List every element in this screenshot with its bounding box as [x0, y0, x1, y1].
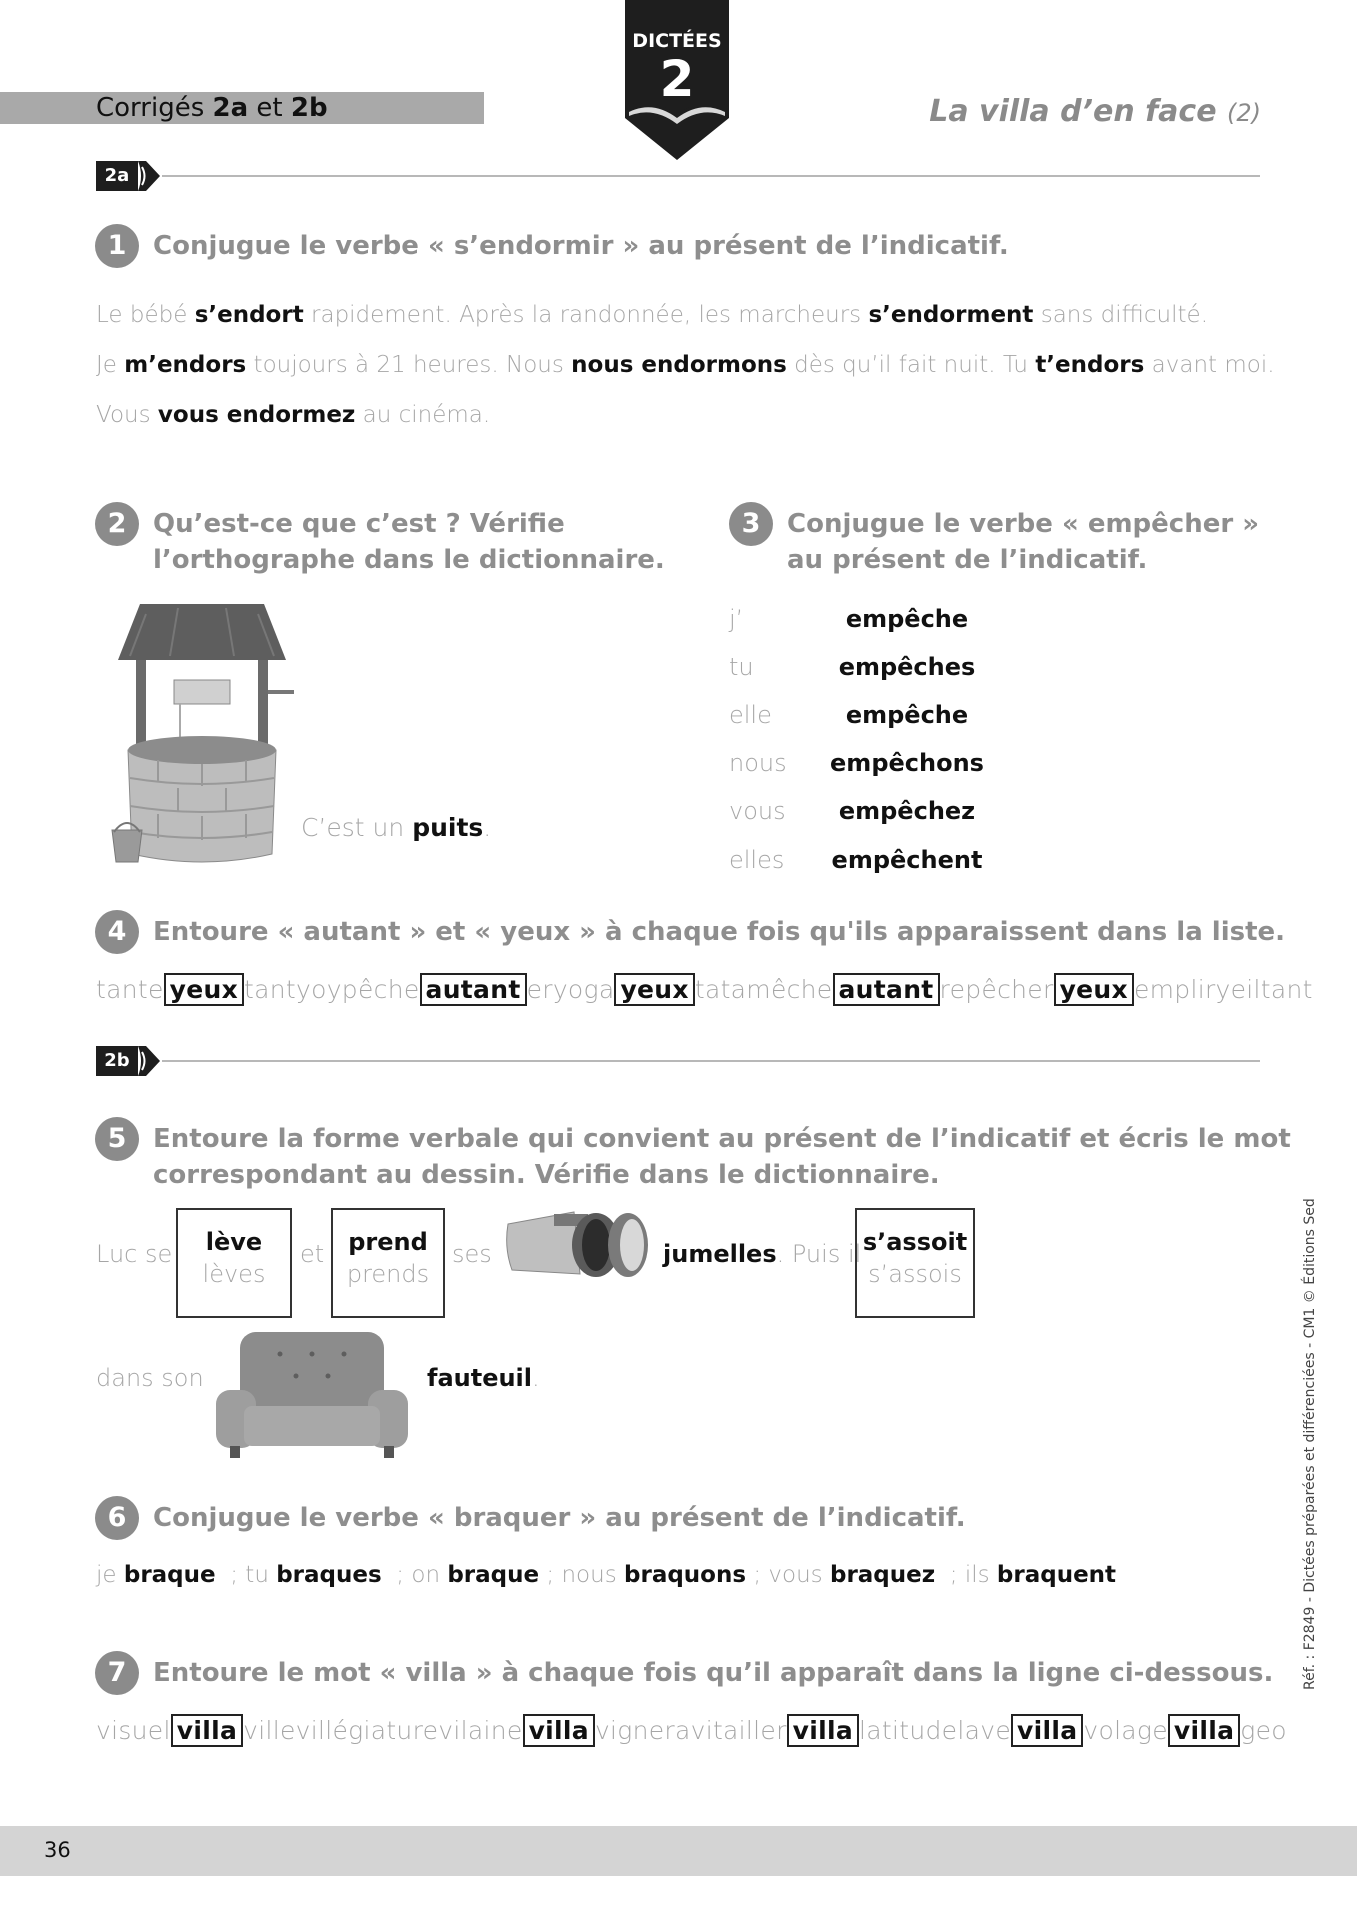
answer-word: s’endort: [194, 302, 304, 328]
plain-text: Vous: [96, 402, 158, 428]
question-number-4: 4: [95, 910, 139, 954]
question-6-text: Conjugue le verbe « braquer » au présent de l’indicatif.: [153, 1503, 966, 1533]
plain-text: je: [96, 1562, 124, 1588]
q5-word-dans-son: dans son: [96, 1364, 204, 1392]
q5-answer-jumelles: jumelles. Puis il: [663, 1240, 862, 1268]
tab-number: 2: [659, 50, 695, 108]
q5-word-luc-se: Luc se: [96, 1240, 173, 1268]
plain-text: tatamêche: [694, 975, 833, 1004]
verb-choice-box-1: lève lèves: [176, 1208, 292, 1318]
conjugation-pronoun: elles: [729, 846, 785, 874]
plain-text: tantyoypêche: [244, 975, 420, 1004]
tab-label: DICTÉES: [632, 30, 722, 52]
side-reference-text: Réf. : F2849 - Dictées préparées et différenciées - CM1 © Éditions Sed: [1302, 1198, 1318, 1690]
circled-word: villa: [1168, 1714, 1240, 1747]
circled-word: yeux: [1054, 973, 1134, 1006]
plain-text: ; tu: [215, 1562, 277, 1588]
armchair-illustration: [214, 1328, 410, 1460]
question-number-2: 2: [95, 502, 139, 546]
plain-text: ; on: [381, 1562, 448, 1588]
circled-word: villa: [171, 1714, 243, 1747]
circled-word: villa: [787, 1714, 859, 1747]
conjugation-verb: empêche: [845, 605, 969, 633]
question-4-text: Entoure « autant » et « yeux » à chaque fois qu'ils apparaissent dans la liste.: [153, 917, 1286, 947]
question-number-3: 3: [729, 502, 773, 546]
well-illustration: [108, 600, 300, 864]
question-2-text: Qu’est-ce que c’est ? Vérifie l’orthographe dans le dictionnaire.: [153, 509, 665, 575]
verb-choice-box-3: s’assoit s’assois: [855, 1208, 975, 1318]
pencil-tip-icon: [138, 161, 162, 191]
plain-text: geo: [1240, 1716, 1287, 1745]
plain-text: ; ils: [935, 1562, 997, 1588]
plain-text: Le bébé: [96, 302, 195, 328]
header-left-title: Corrigés 2a et 2b: [96, 93, 328, 123]
verb-choice-box-2: prend prends: [331, 1208, 445, 1318]
answer-word: t’endors: [1035, 352, 1145, 378]
plain-text: eryoga: [526, 975, 615, 1004]
plain-text: sans difficulté.: [1033, 302, 1208, 328]
plain-text: Je: [96, 352, 125, 378]
q6-answer-line: [96, 1562, 1116, 1588]
answer-word: braquez: [829, 1562, 936, 1588]
answer-word: nous endormons: [571, 352, 787, 378]
question-number-6: 6: [95, 1496, 139, 1540]
q1-answer-line-1: [96, 302, 1208, 328]
plain-text: latitudelave: [859, 1716, 1011, 1745]
q2-answer: C’est un puits.: [301, 813, 492, 842]
question-3-text: Conjugue le verbe « empêcher » au présent de l’indicatif.: [787, 509, 1260, 575]
question-number-5: 5: [95, 1117, 139, 1161]
question-5-text: Entoure la forme verbale qui convient au présent de l’indicatif et écris le mot correspondant au dessin. Vérifie dans le dictionnaire.: [153, 1124, 1291, 1190]
question-1-text: Conjugue le verbe « s’endormir » au présent de l’indicatif.: [153, 231, 1009, 261]
answer-word: braquons: [624, 1562, 747, 1588]
plain-text: volage: [1083, 1716, 1168, 1745]
question-number-1: 1: [95, 224, 139, 268]
answer-word: braque: [123, 1562, 216, 1588]
plain-text: visuel: [96, 1716, 171, 1745]
question-number-7: 7: [95, 1651, 139, 1695]
answer-word: vous endormez: [157, 402, 356, 428]
circled-word: autant: [833, 973, 940, 1006]
header-tab: [625, 0, 729, 162]
conjugation-verb: empêchent: [831, 846, 983, 874]
plain-text: ; nous: [539, 1562, 625, 1588]
answer-word: s’endorment: [868, 302, 1034, 328]
circled-word: villa: [1011, 1714, 1083, 1747]
header-right-title: La villa d’en face (2): [929, 94, 1261, 129]
plain-text: avant moi.: [1144, 352, 1275, 378]
plain-text: au cinéma.: [355, 402, 491, 428]
plain-text: repêcher: [939, 975, 1054, 1004]
circled-word: villa: [523, 1714, 595, 1747]
conjugation-pronoun: tu: [729, 653, 754, 681]
answer-word: m’endors: [124, 352, 247, 378]
conjugation-pronoun: vous: [729, 797, 786, 825]
section-badge-2a: 2a: [96, 161, 138, 191]
conjugation-verb: empêches: [838, 653, 976, 681]
q4-letter-sequence: [96, 975, 1313, 1004]
q5-word-et: et: [300, 1240, 325, 1268]
plain-text: rapidement. Après la randonnée, les marcheurs: [303, 302, 869, 328]
q5-answer-fauteuil: fauteuil.: [427, 1364, 540, 1392]
conjugation-verb: empêche: [845, 701, 969, 729]
conjugation-pronoun: j’: [729, 605, 744, 633]
answer-word: braques: [276, 1562, 382, 1588]
q5-word-ses: ses: [452, 1240, 492, 1268]
plain-text: ; vous: [746, 1562, 830, 1588]
plain-text: vigneravitailler: [594, 1716, 787, 1745]
binoculars-illustration: [504, 1210, 650, 1280]
question-7-text: Entoure le mot « villa » à chaque fois qu’il apparaît dans la ligne ci-dessous.: [153, 1658, 1274, 1688]
circled-word: yeux: [614, 973, 694, 1006]
conjugation-verb: empêchez: [838, 797, 976, 825]
section-divider: [162, 175, 1260, 177]
plain-text: dès qu’il fait nuit. Tu: [786, 352, 1036, 378]
page-number: 36: [44, 1838, 71, 1862]
conjugation-pronoun: nous: [729, 749, 787, 777]
q1-answer-line-2: [96, 352, 1275, 378]
answer-word: braquent: [996, 1562, 1117, 1588]
footer-bar: [0, 1826, 1357, 1876]
q7-letter-sequence: [96, 1716, 1287, 1745]
plain-text: empliryeiltant: [1133, 975, 1313, 1004]
q1-answer-line-3: [96, 402, 490, 428]
pencil-tip-icon: [138, 1046, 162, 1076]
conjugation-verb: empêchons: [830, 749, 984, 777]
conjugation-pronoun: elle: [729, 701, 772, 729]
circled-word: yeux: [164, 973, 244, 1006]
section-badge-2b: 2b: [96, 1046, 138, 1076]
answer-word: braque: [447, 1562, 540, 1588]
circled-word: autant: [420, 973, 527, 1006]
plain-text: toujours à 21 heures. Nous: [246, 352, 572, 378]
plain-text: villevillégiaturevilaine: [243, 1716, 523, 1745]
section-divider: [162, 1060, 1260, 1062]
plain-text: tante: [96, 975, 164, 1004]
